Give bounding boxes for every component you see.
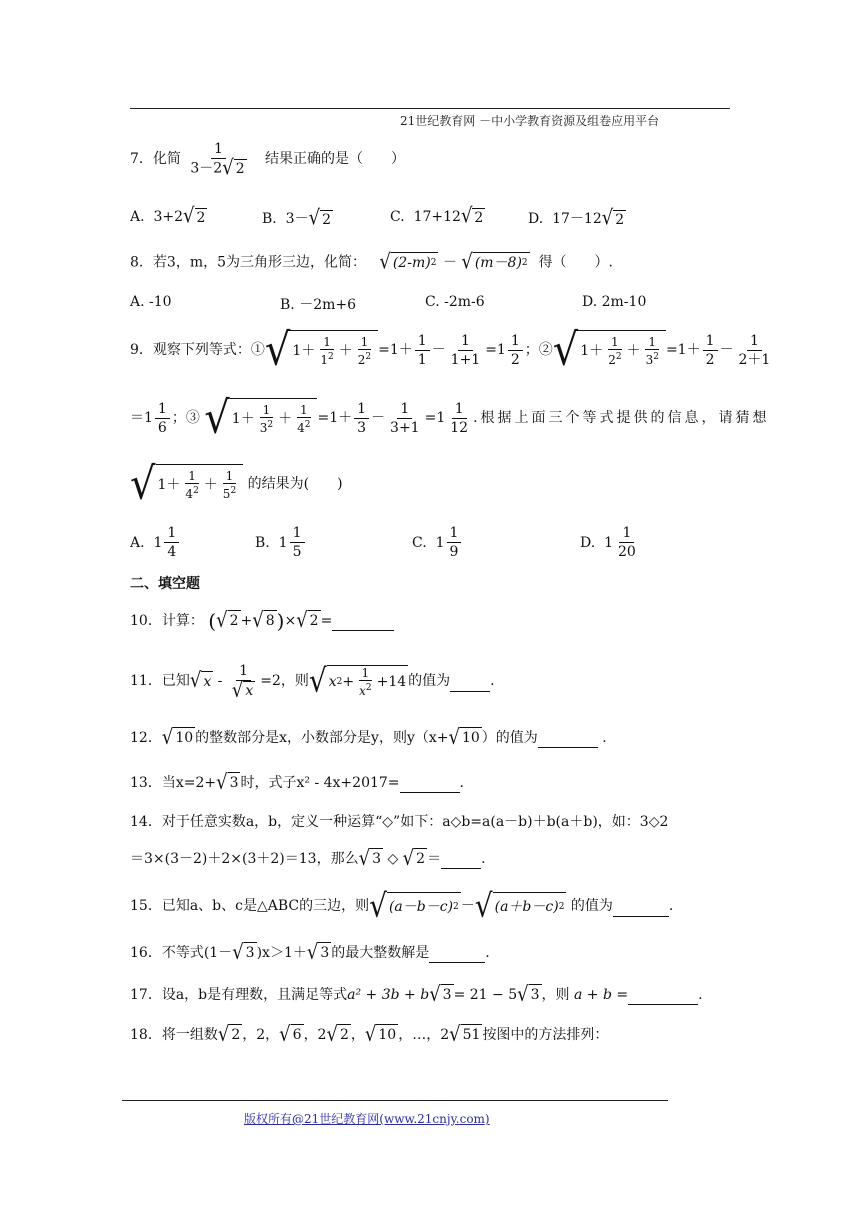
question-14-line-1: 14．对于任意实数a，b，定义一种运算“◇”如下：a◇b=a(a－b)＋b(a＋b)，如：3◇2 bbox=[130, 814, 669, 830]
q17-answer-blank[interactable] bbox=[628, 984, 698, 1005]
question-18: 18．将一组数 √ 2 ，2， √ 6 ，2 √ 2 ， √ 10 ，…，2 √ 51 按图中的方法排列： bbox=[130, 1021, 609, 1046]
q9-eq1-sqrt: √ 1 ＋ $\frac{1}{1^2}$ ＋ $\frac{1}{2^2}$ bbox=[265, 330, 378, 370]
q7-option-d[interactable]: D. 17－12 √ 2 bbox=[528, 206, 625, 231]
question-12: 12． √ 10 的整数部分是x，小数部分是y，则y（x+ √ 10 ）的值为 . bbox=[130, 724, 607, 749]
question-10: 10．计算： ( √ 2 + √ 8 ) × √ 2 = bbox=[130, 610, 394, 631]
q9-option-a[interactable]: A. 1 $\frac{1}{4}$ bbox=[130, 524, 181, 561]
q9-option-c[interactable]: C. 1 $\frac{1}{9}$ bbox=[412, 524, 463, 561]
q13-answer-blank[interactable] bbox=[400, 772, 460, 793]
q9-option-b[interactable]: B. 1 $\frac{1}{5}$ bbox=[255, 524, 307, 561]
q8-sqrt-1: √ (2-m) 2 bbox=[379, 249, 437, 274]
header-text: 21世纪教育网 －中小学教育资源及组卷应用平台 bbox=[400, 114, 660, 128]
question-9-line-1: 9．观察下列等式：① √ 1 ＋ $\frac{1}{1^2}$ ＋ $\frac{1}{2^2}$ =1＋ $\frac{1}{1}$ － $\frac{1}{1+1}$ =1 $\frac{1}{2}$ ；② √ 1 ＋ $\frac{1}{2^2}$ ＋ $\frac{1}{3^2}$ =1＋ $\frac{1}{2}$ － $\frac{1}{2+1}$ bbox=[130, 324, 771, 376]
question-17: 17．设a，b是有理数，且满足等式 a² + 3b + b √ 3 = 21 − 5 √ 3 ，则 a + b = . bbox=[130, 981, 703, 1006]
q7-option-a[interactable]: A. 3+2 √ 2 bbox=[130, 204, 206, 229]
q7-fraction: 1 3－2 √ 2 bbox=[190, 141, 245, 180]
q10-answer-blank[interactable] bbox=[332, 610, 394, 631]
q8-sqrt-2: √ (m－8) 2 bbox=[461, 249, 528, 274]
question-9-line-3: √ 1 ＋ $\frac{1}{4^2}$ ＋ $\frac{1}{5^2}$ 的结果为( ) bbox=[130, 458, 343, 510]
question-13: 13．当x=2+ √ 3 时，式子x² - 4x+2017= . bbox=[130, 769, 464, 794]
q15-answer-blank[interactable] bbox=[613, 896, 669, 917]
q9-option-d[interactable]: D. 1 $\frac{1}{20}$ bbox=[580, 525, 636, 560]
q8-option-b[interactable]: B. －2m+6 bbox=[280, 297, 357, 313]
question-8: 8．若3，m，5为三角形三边，化简： √ (2-m) 2 － √ (m－8) 2 得（ ）. bbox=[130, 249, 614, 274]
question-7 bbox=[130, 140, 405, 178]
q7-option-c[interactable]: C. 17+12 √ 2 bbox=[390, 204, 484, 229]
q16-answer-blank[interactable] bbox=[429, 942, 485, 963]
q7-tail: 结果正确的是（ ） bbox=[264, 151, 405, 167]
header-rule bbox=[130, 108, 730, 109]
q8-option-d[interactable]: D. 2m-10 bbox=[582, 294, 647, 310]
q11-answer-blank[interactable] bbox=[450, 671, 490, 692]
q14-answer-blank[interactable] bbox=[441, 848, 481, 869]
question-14-line-2: ＝3×(3－2)＋2×(3＋2)＝13，那么 √ 3 ◇ √ 2 ＝ . bbox=[130, 845, 486, 870]
section-title: 二、填空题 bbox=[130, 576, 200, 592]
question-11: 11．已知 √ x - 1 √ x =2，则 √ x 2 + $\frac{1}{x^2}$ +14 的值为 . bbox=[130, 661, 495, 702]
q9-eq2-sqrt: √ 1 ＋ $\frac{1}{2^2}$ ＋ $\frac{1}{3^2}$ bbox=[553, 330, 666, 370]
footer-copyright-link[interactable]: 版权所有@21世纪教育网(www.21cnjy.com) bbox=[244, 1112, 490, 1126]
q7-option-b[interactable]: B. 3－ √ 2 bbox=[262, 206, 331, 231]
q8-option-c[interactable]: C. -2m-6 bbox=[425, 294, 485, 310]
q7-lead: 7．化简 bbox=[130, 151, 181, 167]
q9-guess-sqrt: √ 1 ＋ $\frac{1}{4^2}$ ＋ $\frac{1}{5^2}$ bbox=[130, 464, 243, 504]
question-15: 15．已知a、b、c是△ABC的三边，则 √ (a－b－c) 2 － √ (a＋b－c) 2 的值为 . bbox=[130, 886, 674, 925]
q8-option-a[interactable]: A. -10 bbox=[130, 294, 172, 310]
footer-rule bbox=[122, 1100, 668, 1101]
question-16: 16．不等式(1－ √ 3 )x＞1＋ √ 3 的最大整数解是 . bbox=[130, 939, 490, 964]
q9-eq3-sqrt: √ 1 ＋ $\frac{1}{3^2}$ ＋ $\frac{1}{4^2}$ bbox=[204, 398, 317, 438]
question-9-line-2: ＝ 1 $\frac{1}{6}$ ；③ √ 1 ＋ $\frac{1}{3^2}$ ＋ $\frac{1}{4^2}$ = 1 ＋ $\frac{1}{3}$ － $\frac{1}{3+1}$ = 1 $\frac{1}{12}$ .根据上面三个等式提供的信息，请猜想 bbox=[130, 392, 770, 444]
q12-answer-blank[interactable] bbox=[538, 727, 598, 748]
